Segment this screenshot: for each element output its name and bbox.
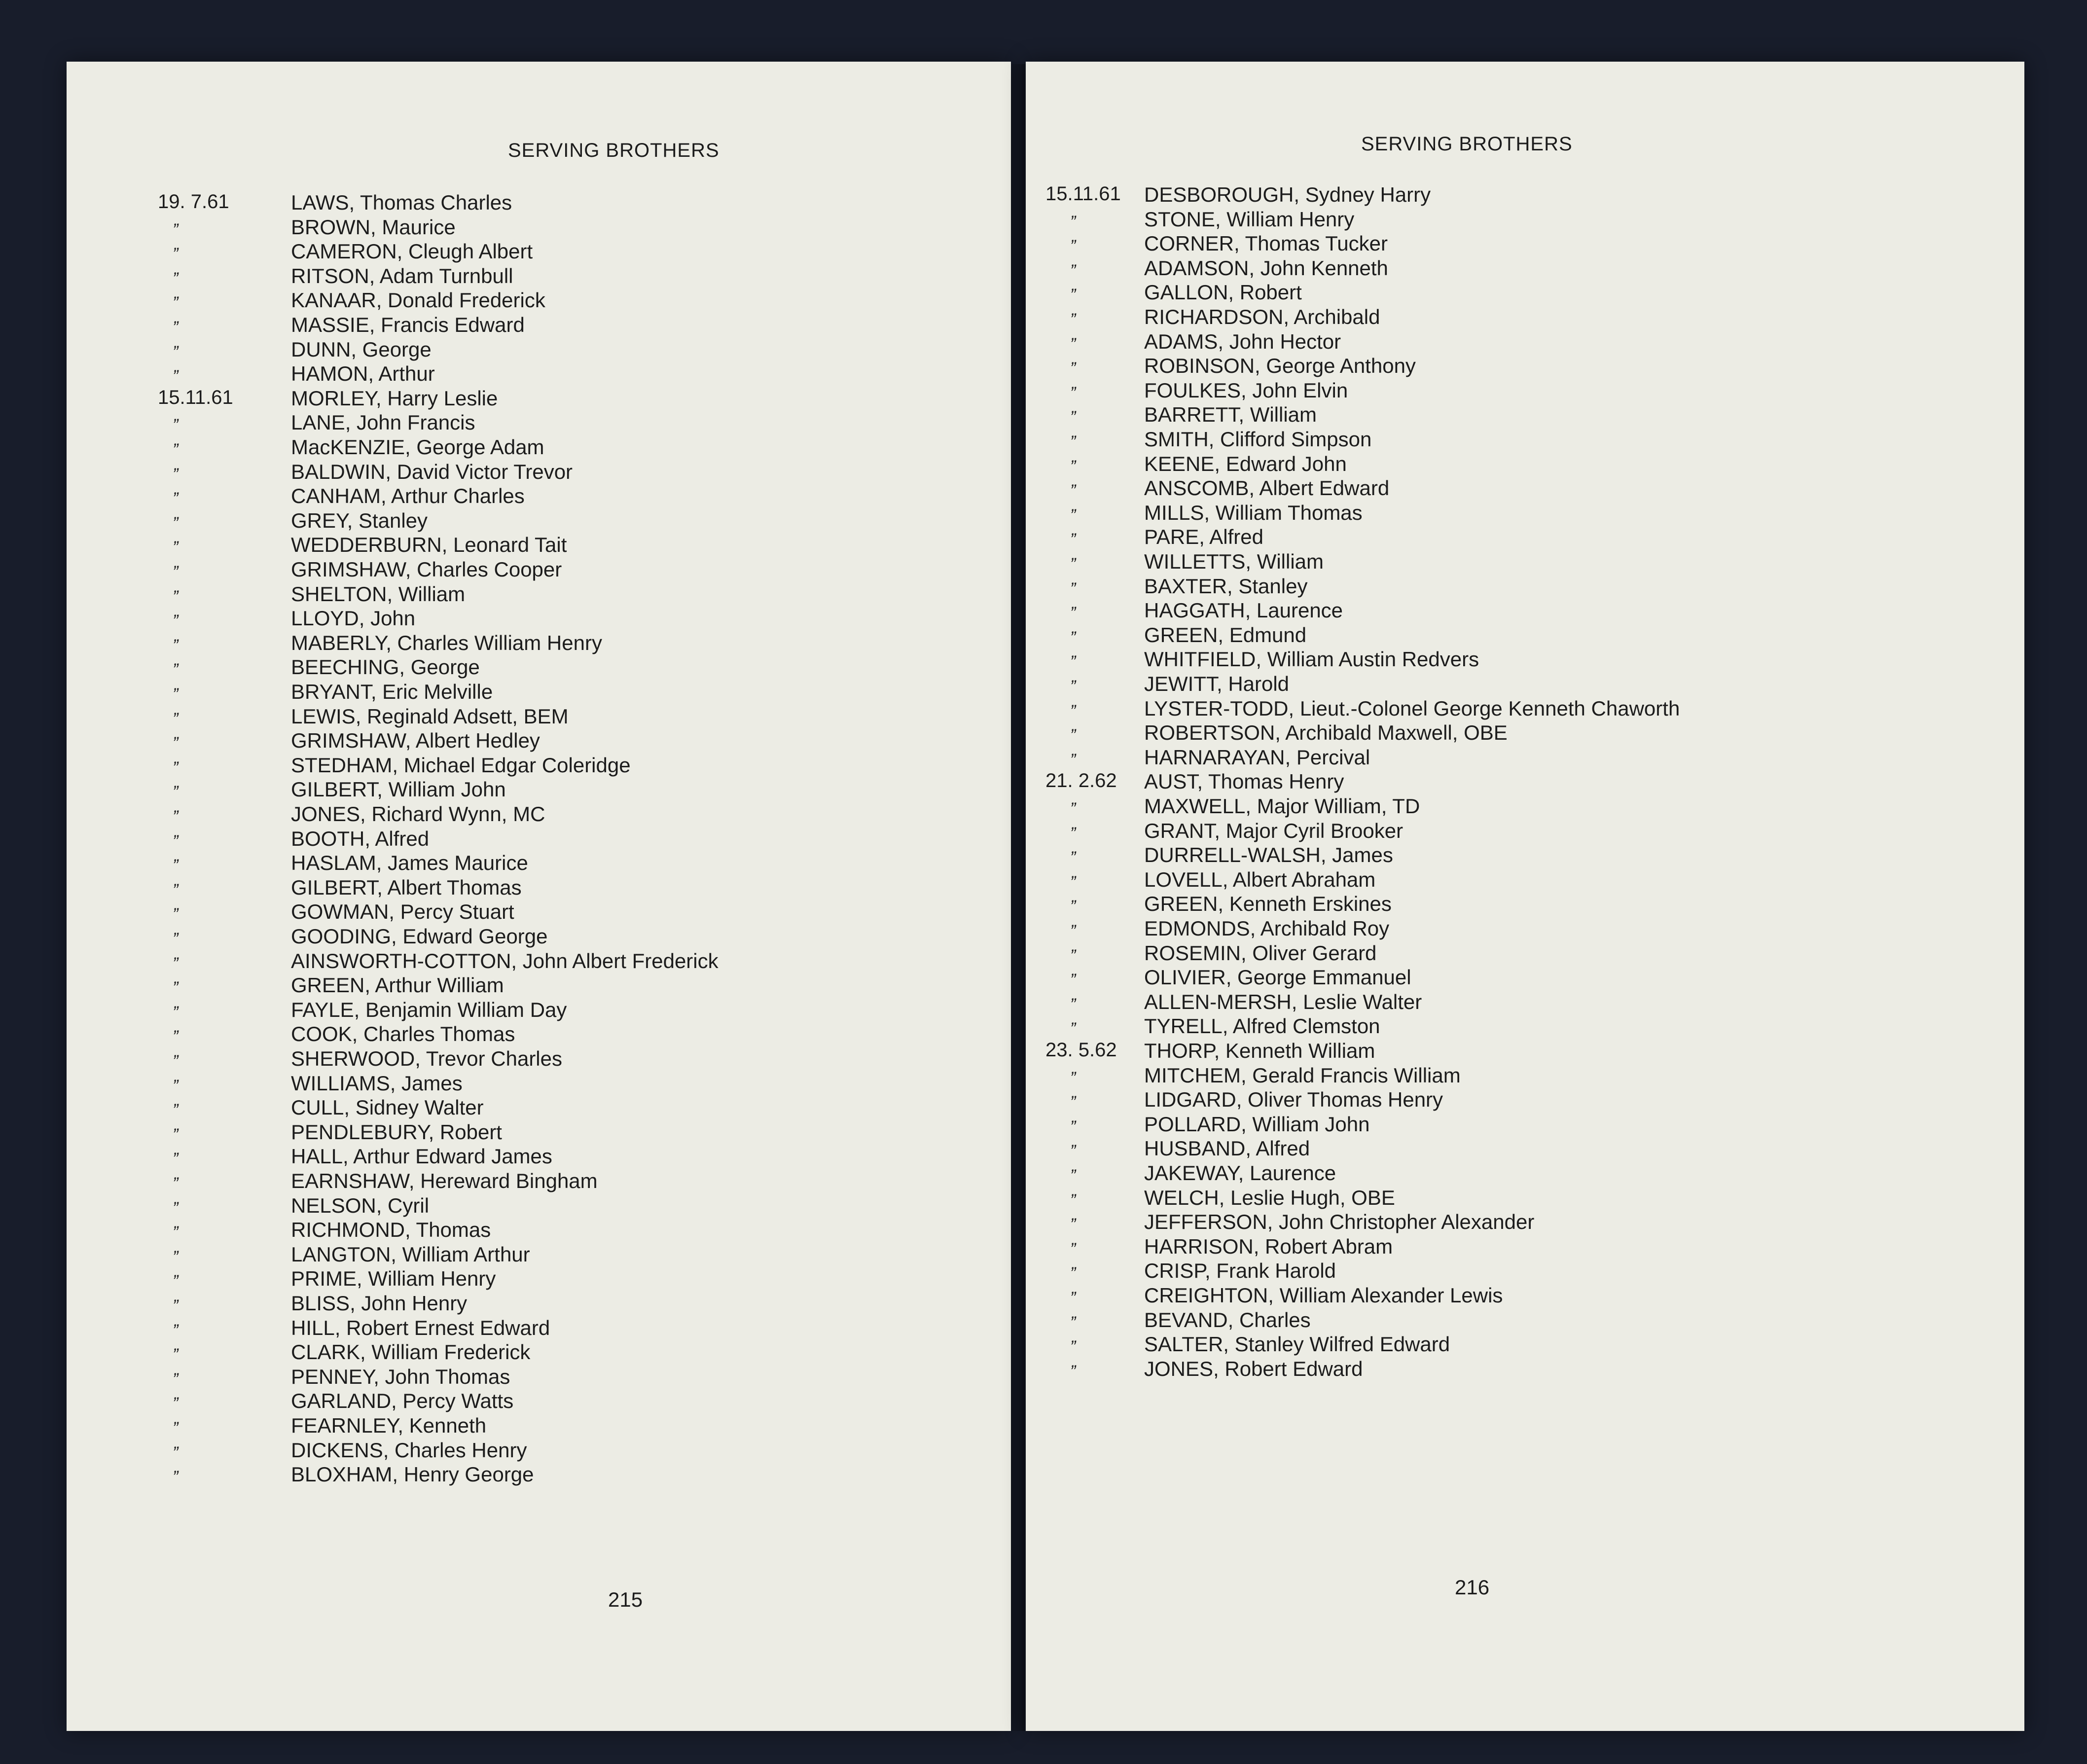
- entry-name: BRYANT, Eric Melville: [291, 680, 493, 703]
- entry-name: PRIME, William Henry: [291, 1267, 496, 1291]
- entry-date: ”: [173, 954, 179, 973]
- entry-name: WEDDERBURN, Leonard Tait: [291, 533, 567, 557]
- entry-date: ”: [173, 293, 179, 313]
- entry-date: ”: [1070, 971, 1076, 990]
- entry-name: BLISS, John Henry: [291, 1292, 468, 1315]
- entry-name: HILL, Robert Ernest Edward: [291, 1316, 550, 1339]
- entry-name: MORLEY, Harry Leslie: [291, 386, 498, 410]
- entry-name: BEVAND, Charles: [1144, 1308, 1311, 1332]
- entry-date: ”: [1070, 799, 1076, 818]
- entry-name: WILLIAMS, James: [291, 1071, 463, 1095]
- entry-name: CREIGHTON, William Alexander Lewis: [1144, 1284, 1503, 1307]
- entry-date: ”: [1070, 579, 1076, 598]
- entry-date: ”: [173, 1272, 179, 1291]
- entry-date: ”: [1070, 1239, 1076, 1259]
- entry-name: COOK, Charles Thomas: [291, 1022, 515, 1046]
- entry-name: FOULKES, John Elvin: [1144, 378, 1348, 402]
- entry-name: JONES, Richard Wynn, MC: [291, 802, 545, 826]
- entry-name: STONE, William Henry: [1144, 207, 1355, 231]
- entry-name: STEDHAM, Michael Edgar Coleridge: [291, 753, 631, 777]
- entry-date: ”: [173, 1369, 179, 1389]
- entry-name: WILLETTS, William: [1144, 550, 1324, 573]
- entry-name: BROWN, Maurice: [291, 215, 456, 239]
- entry-name: CAMERON, Cleugh Albert: [291, 240, 533, 263]
- entry-name: MABERLY, Charles William Henry: [291, 631, 602, 654]
- entry-date: ”: [1070, 1264, 1076, 1283]
- entry-date: ”: [173, 1198, 179, 1218]
- entry-date: ”: [173, 587, 179, 606]
- entry-date: ”: [1070, 824, 1076, 843]
- entry-name: HALL, Arthur Edward James: [291, 1145, 552, 1168]
- entry-name: WHITFIELD, William Austin Redvers: [1144, 648, 1479, 671]
- entry-date: ”: [173, 783, 179, 802]
- entry-name: GOWMAN, Percy Stuart: [291, 900, 514, 924]
- entry-name: LLOYD, John: [291, 607, 416, 630]
- entry-date: ”: [1070, 505, 1076, 525]
- entry-date: ”: [1070, 432, 1076, 451]
- entry-name: ROBINSON, George Anthony: [1144, 354, 1416, 378]
- entry-name: PARE, Alfred: [1144, 525, 1263, 549]
- entry-date: ”: [173, 685, 179, 704]
- entry-name: HAGGATH, Laurence: [1144, 599, 1343, 622]
- entry-date: ”: [173, 1174, 179, 1193]
- entry-date: ”: [1070, 848, 1076, 867]
- entry-name: CRISP, Frank Harold: [1144, 1259, 1336, 1283]
- page-header: SERVING BROTHERS: [508, 140, 720, 161]
- entry-date: ”: [173, 563, 179, 581]
- entry-name: THORP, Kenneth William: [1144, 1039, 1375, 1062]
- left-page: [67, 62, 1011, 1731]
- entry-date: ”: [173, 1247, 179, 1266]
- entry-date: ”: [1070, 1313, 1076, 1332]
- entry-date: ”: [1070, 1289, 1076, 1307]
- entry-name: ADAMSON, John Kenneth: [1144, 256, 1388, 280]
- page-header: SERVING BROTHERS: [1361, 133, 1573, 155]
- entry-date: ”: [173, 1296, 179, 1315]
- entry-date: ”: [1070, 212, 1076, 231]
- entry-name: GARLAND, Percy Watts: [291, 1389, 514, 1413]
- entry-date: ”: [173, 318, 179, 337]
- entry-name: CLARK, William Frederick: [291, 1340, 531, 1364]
- entry-date: ”: [173, 1076, 179, 1095]
- entry-date: ”: [173, 513, 179, 533]
- entry-name: KANAAR, Donald Frederick: [291, 288, 545, 312]
- entry-date: ”: [173, 342, 179, 361]
- entry-name: BARRETT, William: [1144, 403, 1317, 427]
- entry-date: ”: [1070, 237, 1076, 256]
- page-number: 215: [608, 1588, 643, 1611]
- entry-date: ”: [173, 538, 179, 557]
- entry-date: ”: [1070, 334, 1076, 354]
- entry-name: WELCH, Leslie Hugh, OBE: [1144, 1186, 1395, 1209]
- entry-date: ”: [1070, 1166, 1076, 1185]
- entry-name: LYSTER-TODD, Lieut.-Colonel George Kenneth Chaworth: [1144, 696, 1680, 720]
- entry-date: ”: [173, 1443, 179, 1462]
- entry-name: TYRELL, Alfred Clemston: [1144, 1014, 1380, 1038]
- entry-name: OLIVIER, George Emmanuel: [1144, 966, 1411, 989]
- entry-date: ”: [173, 612, 179, 631]
- entry-name: GRANT, Major Cyril Brooker: [1144, 819, 1403, 842]
- entry-name: MILLS, William Thomas: [1144, 501, 1363, 524]
- entry-date: ”: [173, 1394, 179, 1413]
- entry-name: FAYLE, Benjamin William Day: [291, 998, 567, 1021]
- entry-date: ”: [173, 440, 179, 459]
- entry-date: ”: [173, 831, 179, 851]
- entry-date: ”: [173, 465, 179, 484]
- entry-date: ”: [1070, 481, 1076, 501]
- entry-date: 15.11.61: [1045, 183, 1121, 205]
- entry-name: HUSBAND, Alfred: [1144, 1137, 1310, 1160]
- entry-name: SALTER, Stanley Wilfred Edward: [1144, 1332, 1450, 1356]
- entry-name: AINSWORTH-COTTON, John Albert Frederick: [291, 949, 719, 972]
- entry-name: PENDLEBURY, Robert: [291, 1120, 502, 1144]
- entry-name: GRIMSHAW, Charles Cooper: [291, 558, 562, 581]
- entry-name: JAKEWAY, Laurence: [1144, 1161, 1336, 1185]
- entry-name: HARRISON, Robert Abram: [1144, 1234, 1393, 1258]
- entry-name: BALDWIN, David Victor Trevor: [291, 460, 573, 483]
- entry-name: BOOTH, Alfred: [291, 827, 430, 850]
- entry-date: ”: [173, 489, 179, 508]
- entry-name: DURRELL-WALSH, James: [1144, 843, 1393, 867]
- entry-date: ”: [1070, 677, 1076, 696]
- entry-date: ”: [173, 734, 179, 753]
- entry-name: LANE, John Francis: [291, 411, 475, 434]
- entry-date: ”: [173, 660, 179, 680]
- page-number: 216: [1455, 1576, 1490, 1599]
- right-page: [1026, 62, 2024, 1731]
- entry-date: ”: [1070, 726, 1076, 745]
- entry-name: CANHAM, Arthur Charles: [291, 484, 525, 508]
- entry-name: HASLAM, James Maurice: [291, 851, 528, 875]
- entry-date: ”: [173, 807, 179, 826]
- entry-name: EDMONDS, Archibald Roy: [1144, 917, 1390, 940]
- entry-name: CORNER, Thomas Tucker: [1144, 232, 1388, 255]
- entry-name: JEFFERSON, John Christopher Alexander: [1144, 1210, 1535, 1234]
- entry-name: GILBERT, Albert Thomas: [291, 875, 522, 899]
- entry-date: ”: [173, 880, 179, 900]
- entry-name: AUST, Thomas Henry: [1144, 770, 1344, 793]
- entry-date: ”: [1070, 652, 1076, 672]
- entry-name: DUNN, George: [291, 337, 432, 361]
- entry-name: RICHARDSON, Archibald: [1144, 305, 1380, 328]
- entry-name: MacKENZIE, George Adam: [291, 435, 544, 459]
- entry-name: BAXTER, Stanley: [1144, 574, 1308, 598]
- entry-date: ”: [1070, 286, 1076, 305]
- entry-date: ”: [173, 1321, 179, 1340]
- entry-name: FEARNLEY, Kenneth: [291, 1414, 487, 1437]
- entry-date: 19. 7.61: [158, 191, 229, 213]
- entry-date: ”: [1070, 1215, 1076, 1234]
- entry-name: MAXWELL, Major William, TD: [1144, 794, 1420, 818]
- entry-date: ”: [1070, 1117, 1076, 1136]
- entry-name: JONES, Robert Edward: [1144, 1357, 1363, 1380]
- entry-name: LOVELL, Albert Abraham: [1144, 867, 1376, 891]
- entry-name: DESBOROUGH, Sydney Harry: [1144, 183, 1431, 206]
- entry-name: NELSON, Cyril: [291, 1193, 430, 1217]
- entry-date: ”: [1070, 750, 1076, 769]
- entry-date: ”: [173, 1027, 179, 1046]
- entry-name: SHELTON, William: [291, 582, 466, 606]
- entry-date: ”: [1070, 1019, 1076, 1039]
- entry-name: BEECHING, George: [291, 655, 480, 679]
- entry-date: ”: [1070, 457, 1076, 476]
- entry-date: ”: [173, 1468, 179, 1487]
- entry-date: ”: [173, 978, 179, 998]
- entry-name: JEWITT, Harold: [1144, 672, 1290, 695]
- entry-name: SHERWOOD, Trevor Charles: [291, 1047, 562, 1070]
- entry-name: BLOXHAM, Henry George: [291, 1463, 534, 1486]
- entry-date: ”: [1070, 261, 1076, 280]
- entry-name: GALLON, Robert: [1144, 281, 1302, 304]
- entry-date: ”: [173, 1003, 179, 1022]
- entry-name: GREEN, Edmund: [1144, 623, 1307, 647]
- entry-name: LIDGARD, Oliver Thomas Henry: [1144, 1088, 1443, 1112]
- entry-name: ADAMS, John Hector: [1144, 329, 1341, 353]
- entry-date: ”: [173, 1101, 179, 1120]
- entry-date: ”: [173, 1419, 179, 1438]
- entry-date: ”: [1070, 604, 1076, 623]
- entry-name: LANGTON, William Arthur: [291, 1242, 530, 1266]
- entry-name: LAWS, Thomas Charles: [291, 191, 512, 214]
- entry-date: ”: [173, 758, 179, 777]
- entry-name: ANSCOMB, Albert Edward: [1144, 476, 1390, 500]
- entry-name: MITCHEM, Gerald Francis William: [1144, 1063, 1461, 1087]
- entry-date: ”: [1070, 1337, 1076, 1357]
- entry-date: ”: [1070, 1068, 1076, 1087]
- entry-name: GREEN, Arthur William: [291, 973, 504, 997]
- entry-date: ”: [173, 245, 179, 264]
- entry-date: ”: [173, 416, 179, 435]
- entry-name: RITSON, Adam Turnbull: [291, 264, 513, 288]
- entry-date: ”: [173, 367, 179, 386]
- entry-name: RICHMOND, Thomas: [291, 1218, 491, 1242]
- entry-name: DICKENS, Charles Henry: [291, 1438, 527, 1462]
- entry-name: CULL, Sidney Walter: [291, 1096, 484, 1119]
- entry-date: ”: [1070, 530, 1076, 549]
- entry-date: ”: [1070, 1093, 1076, 1112]
- entry-date: ”: [1070, 701, 1076, 720]
- entry-name: SMITH, Clifford Simpson: [1144, 428, 1372, 451]
- entry-name: ALLEN-MERSH, Leslie Walter: [1144, 990, 1422, 1013]
- entry-date: ”: [173, 905, 179, 924]
- entry-date: ”: [1070, 946, 1076, 965]
- entry-name: ROBERTSON, Archibald Maxwell, OBE: [1144, 721, 1508, 745]
- entry-date: ”: [1070, 555, 1076, 574]
- entry-name: MASSIE, Francis Edward: [291, 313, 525, 336]
- entry-name: POLLARD, William John: [1144, 1112, 1370, 1136]
- entry-name: GRIMSHAW, Albert Hedley: [291, 729, 540, 753]
- entry-date: ”: [1070, 408, 1076, 427]
- entry-name: GREY, Stanley: [291, 508, 428, 532]
- entry-date: ”: [173, 269, 179, 288]
- entry-name: PENNEY, John Thomas: [291, 1365, 510, 1388]
- entry-date: ”: [1070, 310, 1076, 329]
- entry-name: ROSEMIN, Oliver Gerard: [1144, 941, 1377, 965]
- entry-date: ”: [1070, 995, 1076, 1014]
- entry-date: ”: [173, 220, 179, 239]
- entry-name: HARNARAYAN, Percival: [1144, 745, 1370, 769]
- entry-name: KEENE, Edward John: [1144, 452, 1347, 475]
- entry-date: ”: [1070, 1362, 1076, 1381]
- entry-date: ”: [173, 1345, 179, 1365]
- entry-name: GREEN, Kenneth Erskines: [1144, 892, 1392, 916]
- entry-date: 23. 5.62: [1045, 1039, 1117, 1061]
- entry-date: ”: [173, 709, 179, 728]
- entry-date: ”: [1070, 1190, 1076, 1210]
- entry-date: ”: [1070, 897, 1076, 916]
- entry-name: EARNSHAW, Hereward Bingham: [291, 1169, 598, 1192]
- entry-date: 15.11.61: [158, 386, 233, 408]
- entry-name: GILBERT, William John: [291, 778, 506, 801]
- entry-name: HAMON, Arthur: [291, 362, 435, 386]
- entry-date: ”: [173, 1125, 179, 1144]
- entry-date: ”: [173, 930, 179, 948]
- entry-date: ”: [173, 1223, 179, 1242]
- entry-date: 21. 2.62: [1045, 770, 1117, 792]
- entry-date: ”: [1070, 359, 1076, 378]
- entry-date: ”: [173, 636, 179, 655]
- entry-date: ”: [1070, 1142, 1076, 1161]
- entry-date: ”: [173, 1052, 179, 1071]
- entry-name: LEWIS, Reginald Adsett, BEM: [291, 704, 569, 728]
- entry-date: ”: [1070, 872, 1076, 892]
- entry-date: ”: [173, 1150, 179, 1169]
- entry-date: ”: [173, 856, 179, 875]
- entry-date: ”: [1070, 922, 1076, 940]
- entry-date: ”: [1070, 383, 1076, 402]
- entry-date: ”: [1070, 628, 1076, 647]
- entry-name: GOODING, Edward George: [291, 925, 548, 948]
